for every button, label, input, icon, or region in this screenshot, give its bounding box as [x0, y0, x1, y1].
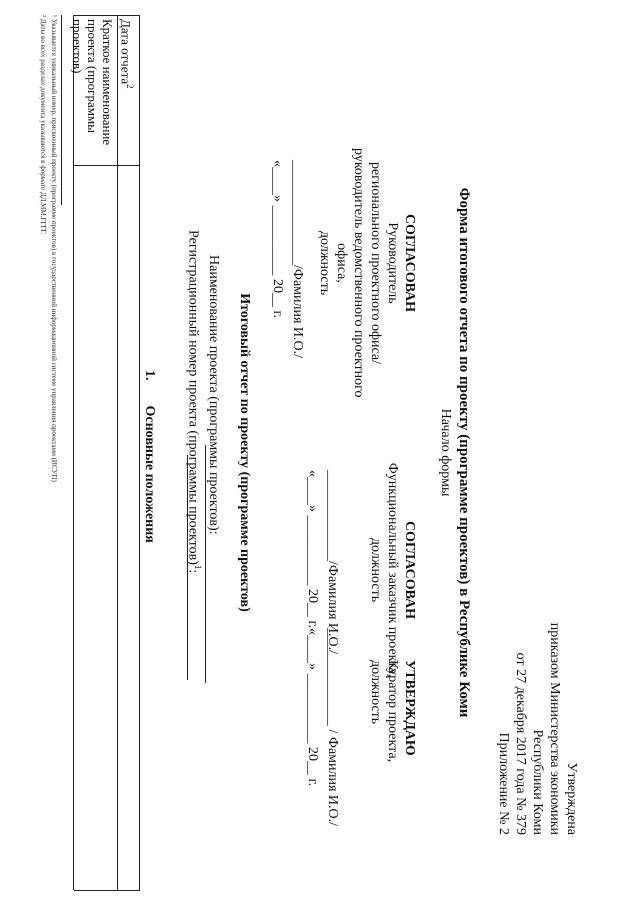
- signature-block-regional-office: [316, 148, 418, 398]
- form-title: Форма итогового отчета по проекту (программе проектов) в Республике Коми: [456, 187, 472, 718]
- approval-stamp: [495, 623, 580, 835]
- section-heading: [141, 370, 157, 543]
- approval-line: Республики Коми: [530, 729, 545, 835]
- table-cell-value[interactable]: [77, 171, 115, 881]
- table-row: [119, 19, 137, 89]
- signature-heading: СОГЛАСОВАН: [402, 520, 417, 620]
- signature-role-line: должность: [317, 230, 332, 296]
- signature-block-curator: [367, 660, 418, 762]
- table-cell-label: Дата отчета: [118, 19, 134, 85]
- signature-role-line: должность: [368, 660, 383, 725]
- signature-block-functional-customer: [367, 455, 418, 685]
- footnote: ² Даты во всех разделах документа указываются в формате ДД.ММ.ГГГГ.: [39, 15, 47, 235]
- colon: :: [185, 569, 201, 574]
- footnote-separator: [61, 15, 62, 205]
- approval-line: от 27 декабря 2017 года № 379: [513, 652, 528, 835]
- signature-name-field[interactable]: _______________/Фамилия И.О./: [290, 160, 305, 359]
- table-cell-label: Краткое наименование проекта (программы проектов): [70, 19, 115, 146]
- signature-role-line: офиса,: [334, 243, 349, 283]
- registration-number-input-line[interactable]: [187, 455, 188, 680]
- approval-line: Приложение № 2: [496, 732, 511, 835]
- signature-role-line: руководитель ведомственного проектного: [351, 148, 366, 398]
- signature-date-field[interactable]: «____» __________ 20__ г.: [270, 160, 285, 319]
- signature-name-field[interactable]: ______________ / Фамилия И.О./: [325, 628, 340, 827]
- project-name-label: Наименование проекта (программы проектов):: [206, 255, 221, 535]
- section-title: Основные положения: [142, 405, 157, 543]
- signature-role-line: регионального проектного офиса/: [368, 161, 383, 365]
- table-row: [70, 19, 115, 159]
- signature-role-line: Функциональный заказчик проекта,: [385, 462, 400, 678]
- signature-date-field[interactable]: «____» __________ 20__ г.: [305, 628, 320, 787]
- signature-date-field[interactable]: «____» __________ 20__ г.: [305, 470, 320, 629]
- signature-heading: СОГЛАСОВАН: [402, 213, 417, 313]
- footnote-ref: 1: [193, 564, 203, 570]
- footnote: ¹ Указывается уникальный номер, присвоенный проекту (программе проектов) в государственной информационной системе управления проектами (ИСУП): [50, 15, 58, 482]
- table-cell-value[interactable]: [121, 171, 137, 881]
- signature-name-field[interactable]: _____________/Фамилия И.О./: [325, 470, 340, 655]
- report-title: Итоговый отчет по проекту (программе проектов): [237, 293, 252, 612]
- form-start-note: Начало формы: [438, 408, 453, 497]
- section-number: 1.: [142, 370, 157, 381]
- signature-heading: УТВЕРЖДАЮ: [402, 660, 417, 756]
- footnote-ref: 2: [125, 84, 135, 89]
- registration-number-text: Регистрационный номер проекта (программы проектов): [185, 230, 201, 565]
- approval-line: приказом Министерства экономики: [547, 622, 562, 835]
- signature-role-line: должность: [368, 537, 383, 603]
- signature-role-line: Куратор проекта,: [385, 660, 400, 763]
- project-name-input-line[interactable]: [205, 445, 206, 683]
- signature-role-line: Руководитель: [385, 222, 400, 304]
- main-info-table: [70, 15, 140, 890]
- approval-line: Утверждена: [564, 762, 579, 835]
